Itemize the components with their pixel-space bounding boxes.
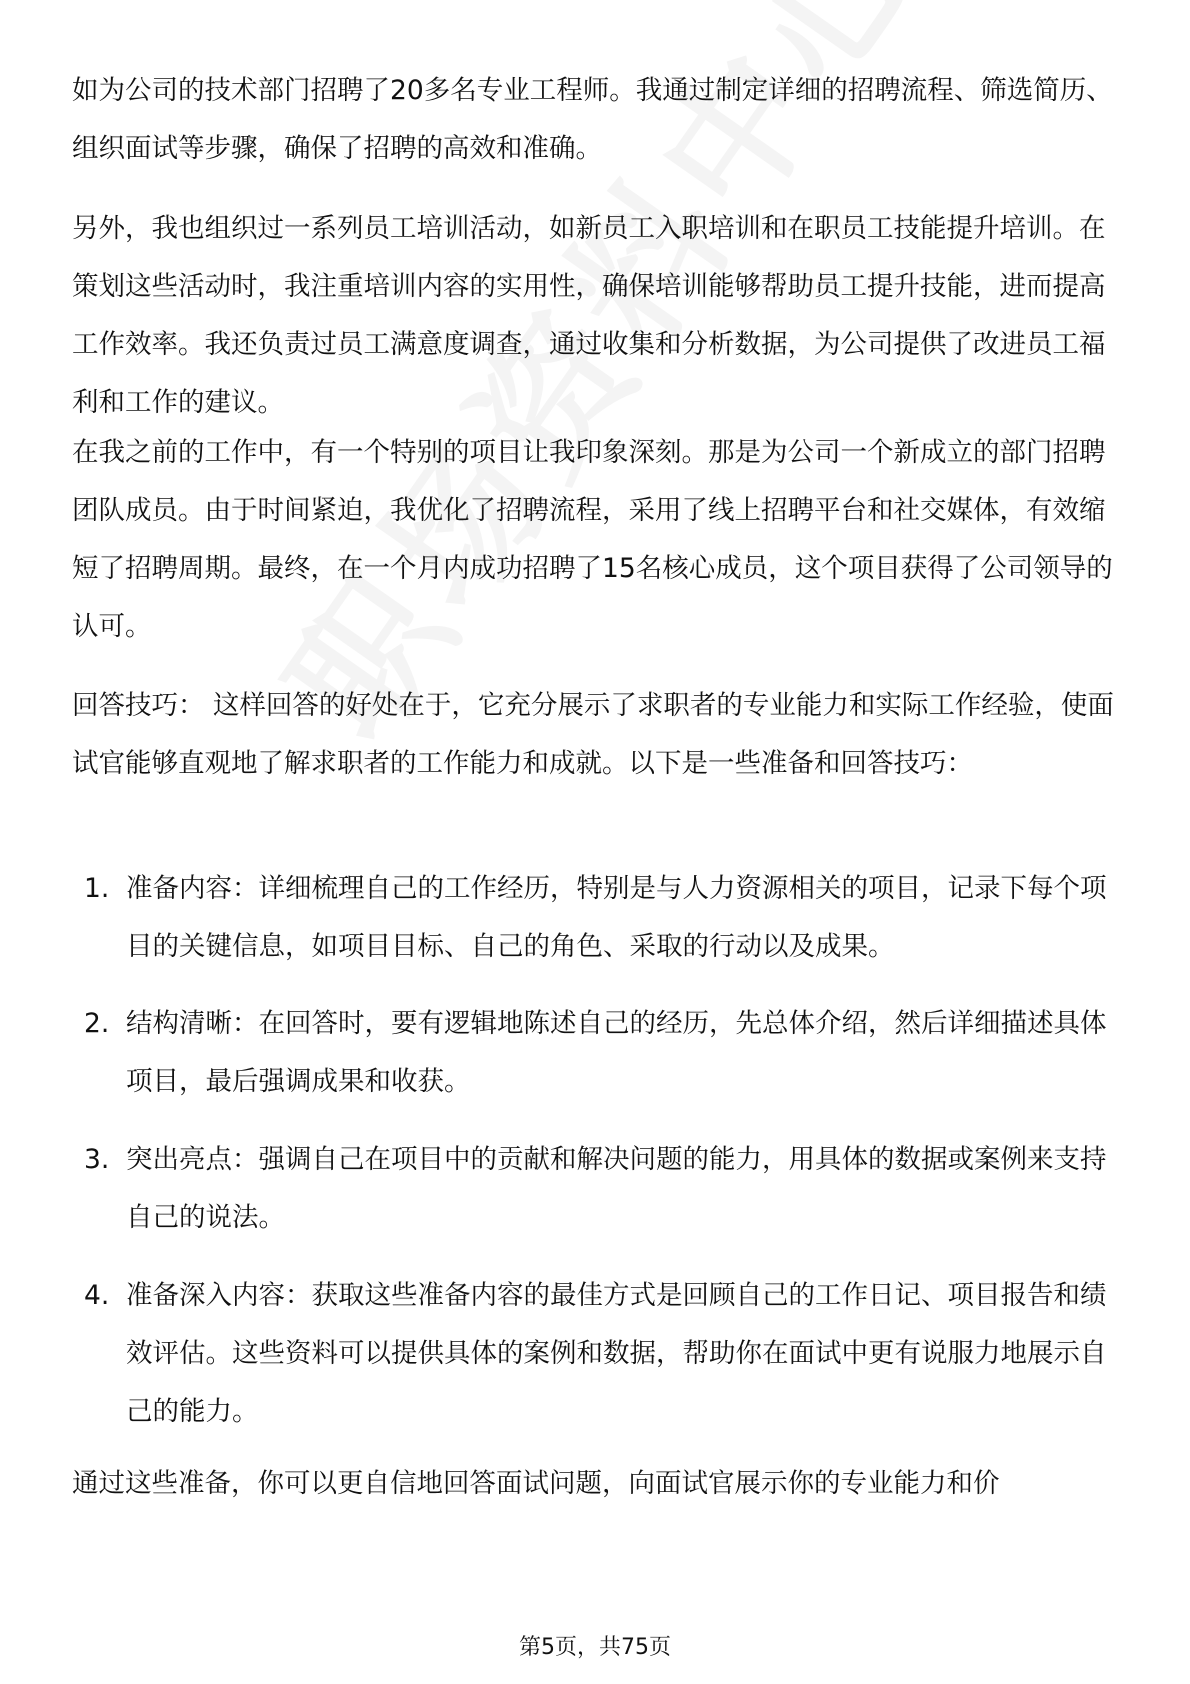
list-number: 4. xyxy=(84,1280,110,1311)
list-text: 准备内容：详细梳理自己的工作经历，特别是与人力资源相关的项目，记录下每个项目的关键信息，如项目目标、自己的角色、采取的行动以及成果。 xyxy=(126,873,1107,962)
list-text: 突出亮点：强调自己在项目中的贡献和解决问题的能力，用具体的数据或案例来支持自己的说法。 xyxy=(126,1144,1107,1233)
list-item-3 xyxy=(84,1131,1124,1247)
paragraph-3: 在我之前的工作中，有一个特别的项目让我印象深刻。那是为公司一个新成立的部门招聘团队成员。由于时间紧迫，我优化了招聘流程，采用了线上招聘平台和社交媒体，有效缩短了招聘周期。最终，在一个月内成功招聘了15名核心成员，这个项目获得了公司领导的认可。 xyxy=(72,437,1113,642)
list-text: 准备深入内容：获取这些准备内容的最佳方式是回顾自己的工作日记、项目报告和绩效评估。这些资料可以提供具体的案例和数据，帮助你在面试中更有说服力地展示自己的能力。 xyxy=(126,1280,1107,1427)
list-text: 结构清晰：在回答时，要有逻辑地陈述自己的经历，先总体介绍，然后详细描述具体项目，最后强调成果和收获。 xyxy=(126,1008,1107,1097)
list-item-4 xyxy=(84,1267,1124,1441)
paragraph-2: 另外，我也组织过一系列员工培训活动，如新员工入职培训和在职员工技能提升培训。在策划这些活动时，我注重培训内容的实用性，确保培训能够帮助员工提升技能，进而提高工作效率。我还负责过员工满意度调查，通过收集和分析数据，为公司提供了改进员工福利和工作的建议。 xyxy=(72,213,1106,418)
list-number: 3. xyxy=(84,1144,110,1175)
list-number: 1. xyxy=(84,873,110,904)
page-footer: 第5页，共75页 xyxy=(519,1635,671,1660)
list-item-1 xyxy=(84,860,1124,976)
paragraph-4: 回答技巧： 这样回答的好处在于，它充分展示了求职者的专业能力和实际工作经验，使面试官能够直观地了解求职者的工作能力和成就。以下是一些准备和回答技巧： xyxy=(72,690,1114,779)
closing-paragraph: 通过这些准备，你可以更自信地回答面试问题，向面试官展示你的专业能力和价 xyxy=(72,1468,1000,1499)
list-item-2 xyxy=(84,995,1124,1111)
list-number: 2. xyxy=(84,1008,110,1039)
paragraph-1: 如为公司的技术部门招聘了20多名专业工程师。我通过制定详细的招聘流程、筛选简历、组织面试等步骤，确保了招聘的高效和准确。 xyxy=(72,75,1113,164)
